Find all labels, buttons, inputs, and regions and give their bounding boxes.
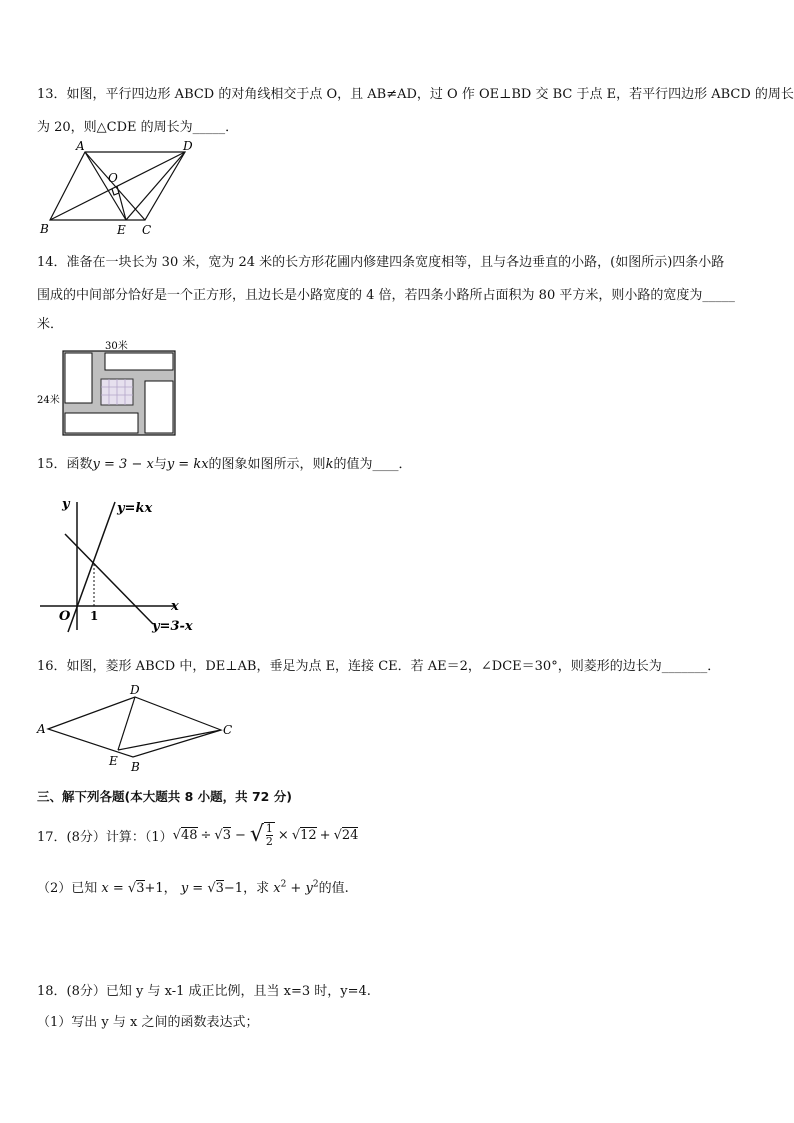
q13-parallelogram-figure [30, 140, 220, 240]
sqrt-sign-icon: √ [207, 881, 216, 896]
y-equals: y = [180, 881, 204, 896]
q14-text-line3: 米． [37, 317, 64, 332]
segment-oe [117, 186, 126, 220]
q17-part2-prefix: （2）已知 [37, 881, 98, 896]
q15-func1: y = 3 − x [92, 457, 154, 472]
plot-top-right [105, 353, 173, 370]
sqrt-sign-icon: √ [291, 827, 301, 843]
fraction-denominator: 2 [265, 835, 273, 848]
label-a: A [76, 140, 85, 153]
label-30m: 30米 [105, 341, 128, 352]
diagonal-ac [85, 152, 145, 220]
q17-tail: 的值. [318, 881, 349, 896]
sqrt-sign-icon: √ [333, 827, 342, 843]
label-origin: O [59, 609, 71, 624]
q15-suffix1: 的图象如图所示，则 [208, 457, 326, 472]
y-exponent: 2 [312, 879, 319, 890]
plus-sign: + [319, 827, 331, 843]
sqrt-sign-icon: √ [127, 881, 137, 896]
label-ykx: y=kx [117, 501, 153, 516]
q15-mid: 与 [153, 457, 167, 472]
label-d: D [183, 140, 193, 153]
q15-text [37, 453, 411, 472]
q15-graph-figure [35, 492, 205, 637]
segment-ae [85, 152, 126, 220]
q18-text-line1: 18．(8分）已知 y 与 x-1 成正比例，且当 x=3 时，y=4. [37, 984, 371, 999]
divide-sign: ÷ [200, 827, 212, 843]
label-e: E [117, 223, 126, 237]
plus-text: + [286, 881, 306, 896]
q13-text-line1: 13．如图，平行四边形 ABCD 的对角线相交于点 O，且 AB≠AD，过 O 作 OE⊥BD 交 BC 于点 E，若平行四边形 ABCD 的周长 [37, 87, 794, 102]
radicand-3b: 3 [136, 881, 145, 896]
radicand-3: 3 [222, 828, 231, 843]
fraction-half [264, 822, 275, 848]
plot-bottom-right [145, 381, 173, 433]
q14-text-line1: 14．准备在一块长为 30 米，宽为 24 米的长方形花圃内修建四条宽度相等，且与各边垂直的小路，(如图所示)四条小路 [37, 255, 725, 270]
segment-de [118, 697, 135, 750]
minus-one: −1，求 [223, 881, 270, 896]
q17-part2 [37, 877, 349, 896]
segment-de [126, 152, 185, 220]
plot-bottom-left [65, 413, 138, 433]
sqrt-sign-icon: √ [249, 822, 264, 847]
radicand-12: 12 [300, 828, 317, 843]
fraction-numerator: 1 [265, 822, 273, 835]
sqrt-sign-icon: √ [214, 827, 223, 843]
q16-text: 16．如图，菱形 ABCD 中，DE⊥AB，垂足为点 E，连接 CE．若 AE＝2，∠DCE＝30°，则菱形的边长为_______． [37, 659, 721, 674]
q17-prefix: 17．(8分）计算：（1） [37, 829, 173, 845]
q15-prefix: 15．函数 [37, 457, 93, 472]
q18-text-line2: （1）写出 y 与 x 之间的函数表达式； [37, 1015, 259, 1030]
section-three-heading: 三、解下列各题(本大题共 8 小题，共 72 分) [37, 789, 292, 804]
q14-text-line2: 围成的中间部分恰好是一个正方形，且边长是小路宽度的 4 倍，若四条小路所占面积为 80 平方米，则小路的宽度为_____ [37, 288, 735, 303]
radicand-48: 48 [180, 828, 198, 843]
q13-text-line2: 为 20，则△CDE 的周长为_____． [37, 120, 239, 135]
y-squared-base: y [305, 881, 313, 896]
label-x: x [171, 599, 179, 614]
label-d: D [130, 683, 140, 697]
label-b: B [40, 222, 49, 236]
rhombus-adcb [48, 697, 221, 757]
label-b: B [131, 760, 140, 774]
x-exponent: 2 [280, 879, 287, 890]
radicand-3c: 3 [215, 881, 224, 896]
x-squared-base: x [273, 881, 281, 896]
label-y: y [62, 497, 70, 512]
q17-expression [173, 822, 359, 848]
times-sign: × [277, 827, 289, 843]
q17-part1 [37, 822, 358, 848]
q15-k: k [325, 457, 334, 472]
label-24m: 24米 [37, 395, 60, 406]
label-c: C [223, 723, 233, 737]
q14-garden-figure [35, 337, 185, 439]
label-o: O [108, 171, 118, 185]
q15-suffix2: 的值为____． [333, 457, 412, 472]
q16-rhombus-figure [33, 683, 238, 775]
label-one: 1 [90, 609, 99, 623]
segment-ce [118, 730, 221, 750]
sqrt-sign-icon: √ [172, 827, 181, 843]
q15-func2: y = kx [166, 457, 209, 472]
label-e: E [109, 754, 118, 768]
plus-one: +1， [144, 881, 177, 896]
line-y3x [65, 534, 153, 624]
x-equals: x = [101, 881, 124, 896]
label-y3x: y=3-x [152, 619, 193, 634]
label-c: C [142, 223, 152, 237]
label-a: A [37, 722, 46, 736]
radicand-24: 24 [341, 828, 359, 843]
plot-top-left [65, 353, 92, 403]
minus-sign: − [234, 827, 246, 843]
